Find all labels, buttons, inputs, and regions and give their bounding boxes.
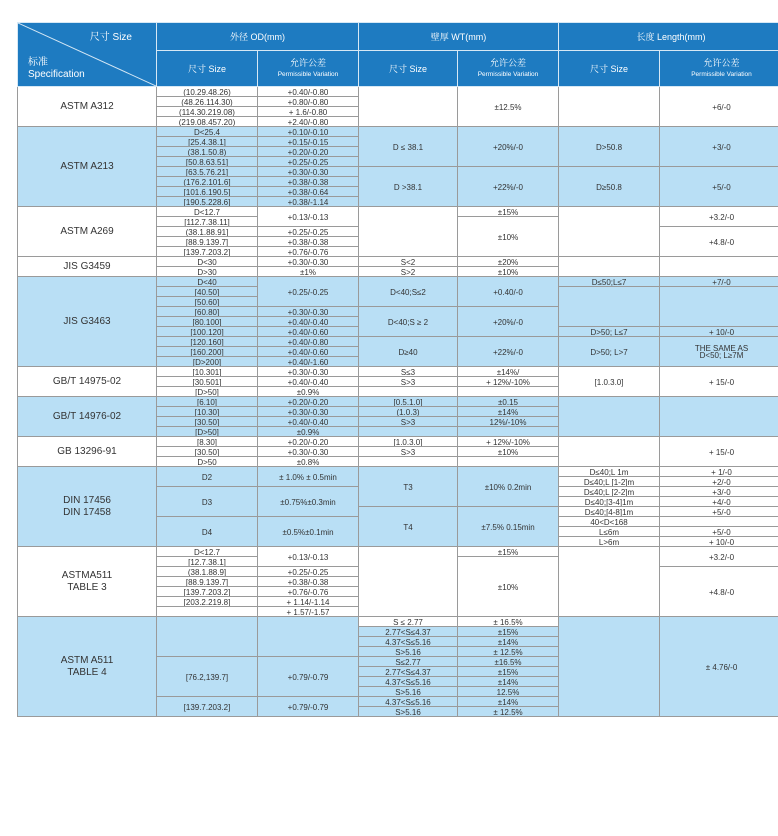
std-gb14976: GB/T 14976-02: [18, 397, 157, 437]
od-size: [12.7.38.1]: [157, 557, 258, 567]
od-header: 外径 OD(mm): [157, 23, 359, 51]
od-tol: ± 1.0% ± 0.5min: [258, 467, 359, 487]
wt-size: S>2: [359, 267, 458, 277]
wt-size: 4.37<S≤5.16: [359, 637, 458, 647]
wt-tol: ±0.15: [458, 397, 559, 407]
wt-size: 4.37<S≤5.16: [359, 697, 458, 707]
wt-size-header: 尺寸 Size: [359, 51, 458, 87]
std-a312: ASTM A312: [18, 87, 157, 127]
l-size: [559, 87, 660, 127]
od-tol: ±0.75%±0.3min: [258, 487, 359, 517]
l-tol: +3/-0: [660, 127, 778, 167]
l-tol: [660, 517, 778, 527]
wt-tol: [458, 387, 559, 397]
od-size: [30.50]: [157, 417, 258, 427]
wt-tol: ±10%: [458, 267, 559, 277]
l-tol: +4.8/-0: [660, 227, 778, 257]
wt-size: 2.77<S≤4.37: [359, 627, 458, 637]
wt-size: S>5.16: [359, 707, 458, 717]
od-tol: +0.25/-0.25: [258, 157, 359, 167]
od-size: [112.7.38.11]: [157, 217, 258, 227]
l-size: [1.0.3.0]: [559, 367, 660, 397]
table-row: [18, 397, 778, 407]
std-a511-t3-2: TABLE 3: [67, 582, 107, 593]
std-din: [18, 467, 157, 547]
od-size: D<25.4: [157, 127, 258, 137]
od-tol: +0.76/-0.76: [258, 587, 359, 597]
table-row: [18, 207, 778, 217]
wt-size: 4.37<S≤5.16: [359, 677, 458, 687]
wt-tol: ±7.5% 0.15min: [458, 507, 559, 547]
l-tol: +7/-0: [660, 277, 778, 287]
od-tol: +0.30/-0.30: [258, 307, 359, 317]
od-size: (38.1.88.9]: [157, 567, 258, 577]
od-size: D>30: [157, 267, 258, 277]
wt-size: D ≤ 38.1: [359, 127, 458, 167]
table-row: [18, 617, 778, 627]
wt-size: D<40;S ≥ 2: [359, 307, 458, 337]
table-row: [18, 367, 778, 377]
od-size: [63.5.76.21]: [157, 167, 258, 177]
wt-tol: ±10%: [458, 557, 559, 617]
std-a511-t4-1: ASTM A511: [60, 655, 114, 666]
od-size: [25.4.38.1]: [157, 137, 258, 147]
od-tol: +0.30/-0.30: [258, 167, 359, 177]
table-row: [18, 467, 778, 477]
l-tol: [660, 287, 778, 327]
od-tol: +0.20/-0.20: [258, 147, 359, 157]
od-size: [88.9.139.7]: [157, 237, 258, 247]
l-size: D≤40;[3-4]1m: [559, 497, 660, 507]
od-size: [30.50]: [157, 447, 258, 457]
od-tol: +0.38/-1.14: [258, 197, 359, 207]
od-tol: +0.38/-0.38: [258, 577, 359, 587]
table-row: [18, 257, 778, 267]
corner-header: [18, 23, 157, 87]
length-size-header: 尺寸 Size: [559, 51, 660, 87]
od-tol: +0.79/-0.79: [258, 657, 359, 697]
l-size: D≤40;L 1m: [559, 467, 660, 477]
std-g3463: JIS G3463: [18, 277, 157, 367]
od-tol: +0.25/-0.25: [258, 227, 359, 237]
std-din-1: DIN 17456: [63, 495, 111, 506]
wt-tol: + 12%/-10%: [458, 437, 559, 447]
od-tol: +0.25/-0.25: [258, 277, 359, 307]
corner-size-label: 尺寸 Size: [89, 32, 132, 43]
od-tol: +0.40/-0.80: [258, 87, 359, 97]
l-tol-a: THE SAME AS: [694, 344, 749, 353]
wt-tol: ±14%/: [458, 367, 559, 377]
wt-size: 2.77<S≤4.37: [359, 667, 458, 677]
od-size: D4: [157, 517, 258, 547]
od-size: [D>50]: [157, 387, 258, 397]
od-tol: +0.38/-0.64: [258, 187, 359, 197]
spec-en: Specification: [28, 69, 85, 80]
od-tol: +0.76/-0.76: [258, 247, 359, 257]
wt-size: [359, 427, 458, 437]
wt-tol: ± 12.5%: [458, 647, 559, 657]
od-tol: +2.40/-0.80: [258, 117, 359, 127]
table-row: [18, 547, 778, 557]
wt-tol: + 12%/-10%: [458, 377, 559, 387]
l-tol: +2/-0: [660, 477, 778, 487]
wt-size: S>5.16: [359, 687, 458, 697]
od-size: D<12.7: [157, 207, 258, 217]
od-size: (176.2.101.6]: [157, 177, 258, 187]
l-tol: +5/-0: [660, 507, 778, 517]
wt-size: (1.0.3): [359, 407, 458, 417]
od-tol: +0.40/-0.60: [258, 347, 359, 357]
l-tol: +5/-0: [660, 527, 778, 537]
l-tol: +4.8/-0: [660, 567, 778, 617]
od-size: [60.80]: [157, 307, 258, 317]
od-tol: +0.25/-0.25: [258, 567, 359, 577]
table-row: [18, 437, 778, 447]
wt-tol: +20%/-0: [458, 127, 559, 167]
l-tol: +3.2/-0: [660, 207, 778, 227]
od-tol: +0.20/-0.20: [258, 437, 359, 447]
l-tol: + 15/-0: [660, 437, 778, 467]
l-size: [559, 287, 660, 327]
wt-tol: ± 16.5%: [458, 617, 559, 627]
wt-header: 壁厚 WT(mm): [359, 23, 559, 51]
std-a511-t4-2: TABLE 4: [67, 667, 107, 678]
od-size: (114.30.219.08): [157, 107, 258, 117]
l-size: D≤40;L [1-2]m: [559, 477, 660, 487]
od-size: [8.30]: [157, 437, 258, 447]
wt-tol: ±20%: [458, 257, 559, 267]
spec-table-container: [17, 22, 778, 717]
std-a511-t3: [18, 547, 157, 617]
wt-tol: 12%/-10%: [458, 417, 559, 427]
wt-size: S>3: [359, 447, 458, 457]
std-a213: ASTM A213: [18, 127, 157, 207]
std-g3459: JIS G3459: [18, 257, 157, 277]
wt-size: S ≤ 2.77: [359, 617, 458, 627]
od-size: [100.120]: [157, 327, 258, 337]
od-size: (38.1.50.8): [157, 147, 258, 157]
od-tol: +0.13/-0.13: [258, 207, 359, 227]
od-tol: + 1.6/-0.80: [258, 107, 359, 117]
wt-tol: ±15%: [458, 627, 559, 637]
wt-size: [359, 457, 458, 467]
od-size: [157, 617, 258, 657]
od-size: [D>50]: [157, 427, 258, 437]
od-size: [139.7.203.2]: [157, 697, 258, 717]
wt-size: [359, 207, 458, 257]
perm-en: Permissible Variation: [691, 71, 752, 78]
wt-size: T4: [359, 507, 458, 547]
wt-tol: +20%/-0: [458, 307, 559, 337]
l-size: D≥50.8: [559, 167, 660, 207]
od-size: (219.08.457.20): [157, 117, 258, 127]
od-tol: +0.30/-0.30: [258, 257, 359, 267]
l-size: [559, 207, 660, 257]
od-size: D>50: [157, 457, 258, 467]
od-size: [88.9.139.7]: [157, 577, 258, 587]
l-size: [559, 397, 660, 437]
od-size: D3: [157, 487, 258, 517]
l-tol: +3.2/-0: [660, 547, 778, 567]
wt-size: S>5.16: [359, 647, 458, 657]
wt-tol: ±14%: [458, 697, 559, 707]
l-tol: + 10/-0: [660, 537, 778, 547]
od-tol: +0.10/-0.10: [258, 127, 359, 137]
od-size: [76.2,139.7]: [157, 657, 258, 697]
l-size: L≤6m: [559, 527, 660, 537]
od-size: [D>200]: [157, 357, 258, 367]
l-size: D≤40;[4-8]1m: [559, 507, 660, 517]
wt-tol: ±16.5%: [458, 657, 559, 667]
table-row: [18, 127, 778, 137]
l-tol: [660, 397, 778, 437]
od-size: [50.60]: [157, 297, 258, 307]
wt-tol: +22%/-0: [458, 167, 559, 207]
od-size: (10.29.48.26): [157, 87, 258, 97]
wt-tol: [458, 427, 559, 437]
l-size: D>50; L≤7: [559, 327, 660, 337]
perm-cn: 允许公差: [703, 58, 740, 68]
od-size: [101.6.190.5]: [157, 187, 258, 197]
wt-tol: ±15%: [458, 667, 559, 677]
wt-size: T3: [359, 467, 458, 507]
od-tol: ±0.9%: [258, 427, 359, 437]
od-size: D<12.7: [157, 547, 258, 557]
l-size: D>50.8: [559, 127, 660, 167]
od-tol: + 1.14/-1.14: [258, 597, 359, 607]
od-size: [160.200]: [157, 347, 258, 357]
std-a511-t3-1: ASTMA511: [61, 570, 113, 581]
l-tol: [660, 337, 778, 367]
od-size: [139.7.203.2]: [157, 587, 258, 597]
od-size: [203.2.219.8]: [157, 597, 258, 607]
od-size: [190.5.228.6]: [157, 197, 258, 207]
od-tol: ±0.9%: [258, 387, 359, 397]
wt-tol: ±15%: [458, 547, 559, 557]
l-tol: +4/-0: [660, 497, 778, 507]
od-tol: +0.40/-0.40: [258, 417, 359, 427]
wt-tol: ±10%: [458, 217, 559, 257]
wt-tol: +0.40/-0: [458, 277, 559, 307]
od-size: [157, 607, 258, 617]
od-tol: ±0.5%±0.1min: [258, 517, 359, 547]
wt-tol: ±10% 0.2min: [458, 467, 559, 507]
std-a511-t4: [18, 617, 157, 717]
wt-size: [0.5.1.0]: [359, 397, 458, 407]
l-tol: ± 4.76/-0: [660, 617, 778, 717]
wt-size: S≤3: [359, 367, 458, 377]
od-size: (38.1.88.91]: [157, 227, 258, 237]
od-size: [50.8.63.51]: [157, 157, 258, 167]
length-header: 长度 Length(mm): [559, 23, 778, 51]
l-size: L>6m: [559, 537, 660, 547]
l-tol: + 1/-0: [660, 467, 778, 477]
wt-tol: [458, 457, 559, 467]
od-size: [6.10]: [157, 397, 258, 407]
perm-cn: 允许公差: [289, 58, 326, 68]
tolerance-table: [17, 22, 778, 717]
od-size: (48.26.114.30): [157, 97, 258, 107]
l-size: [559, 437, 660, 467]
perm-en: Permissible Variation: [477, 71, 539, 78]
od-size: [80.100]: [157, 317, 258, 327]
od-tol: +0.80/-0.80: [258, 97, 359, 107]
wt-size: [359, 547, 458, 617]
spec-cn: 标准: [28, 57, 48, 68]
perm-cn: 允许公差: [490, 58, 527, 68]
l-size: [559, 257, 660, 277]
wt-tol: ± 12.5%: [458, 707, 559, 717]
l-size: 40<D<168: [559, 517, 660, 527]
od-size: [120.160]: [157, 337, 258, 347]
std-gb13296: GB 13296-91: [18, 437, 157, 467]
l-size: [559, 547, 660, 617]
od-tol: +0.38/-0.38: [258, 237, 359, 247]
od-size: [30.501]: [157, 377, 258, 387]
od-size: [10.30]: [157, 407, 258, 417]
od-tol: +0.30/-0.30: [258, 367, 359, 377]
od-tol: +0.40/-0.80: [258, 337, 359, 347]
od-tol: +0.30/-0.30: [258, 407, 359, 417]
l-tol: +6/-0: [660, 87, 778, 127]
wt-size: S≤2.77: [359, 657, 458, 667]
l-size: D>50; L>7: [559, 337, 660, 367]
wt-tol: ±15%: [458, 207, 559, 217]
wt-tol: ±14%: [458, 677, 559, 687]
l-tol: +5/-0: [660, 167, 778, 207]
wt-perm-header: [458, 51, 559, 87]
od-tol: +0.40/-0.40: [258, 377, 359, 387]
od-size: [10.301]: [157, 367, 258, 377]
corner-spec-label: [28, 57, 85, 81]
od-tol: ±1%: [258, 267, 359, 277]
od-size: D<40: [157, 277, 258, 287]
wt-tol: +22%/-0: [458, 337, 559, 367]
wt-size: D >38.1: [359, 167, 458, 207]
od-tol: +0.38/-0.38: [258, 177, 359, 187]
wt-size: S>3: [359, 377, 458, 387]
l-tol: +3/-0: [660, 487, 778, 497]
od-tol: +0.15/-0.15: [258, 137, 359, 147]
wt-tol: ±14%: [458, 637, 559, 647]
wt-tol: ±12.5%: [458, 87, 559, 127]
od-tol: +0.20/-0.20: [258, 397, 359, 407]
wt-size: [1.0.3.0]: [359, 437, 458, 447]
od-tol: +0.40/-1.60: [258, 357, 359, 367]
l-tol: + 10/-0: [660, 327, 778, 337]
wt-size: D≥40: [359, 337, 458, 367]
table-row: [18, 87, 778, 97]
wt-size: S>3: [359, 417, 458, 427]
wt-tol: ±14%: [458, 407, 559, 417]
od-size-header: 尺寸 Size: [157, 51, 258, 87]
perm-en: Permissible Variation: [277, 71, 339, 78]
wt-size: D<40;S≤2: [359, 277, 458, 307]
l-size: D≤40;L [2-2]m: [559, 487, 660, 497]
std-a269: ASTM A269: [18, 207, 157, 257]
wt-tol: 12.5%: [458, 687, 559, 697]
wt-size: S<2: [359, 257, 458, 267]
od-size: D<30: [157, 257, 258, 267]
od-tol: +0.79/-0.79: [258, 697, 359, 717]
od-perm-header: [258, 51, 359, 87]
l-size: [559, 617, 660, 717]
wt-tol: ±10%: [458, 447, 559, 457]
od-size: [139.7.203.2]: [157, 247, 258, 257]
table-row: [18, 277, 778, 287]
l-tol: [660, 257, 778, 277]
od-tol: [258, 617, 359, 657]
std-gb14975: GB/T 14975-02: [18, 367, 157, 397]
l-tol: + 15/-0: [660, 367, 778, 397]
od-tol: +0.13/-0.13: [258, 547, 359, 567]
od-tol: +0.40/-0.60: [258, 327, 359, 337]
od-tol: ±0.8%: [258, 457, 359, 467]
length-perm-header: [660, 51, 778, 87]
l-size: D≤50;L≤7: [559, 277, 660, 287]
od-tol: + 1.57/-1.57: [258, 607, 359, 617]
od-tol: +0.30/-0.30: [258, 447, 359, 457]
l-tol-b: D<50; L≥7M: [699, 351, 744, 360]
wt-size: [359, 87, 458, 127]
od-size: D2: [157, 467, 258, 487]
od-size: [40.50]: [157, 287, 258, 297]
od-tol: +0.40/-0.40: [258, 317, 359, 327]
std-din-2: DIN 17458: [63, 507, 111, 518]
wt-size: [359, 387, 458, 397]
